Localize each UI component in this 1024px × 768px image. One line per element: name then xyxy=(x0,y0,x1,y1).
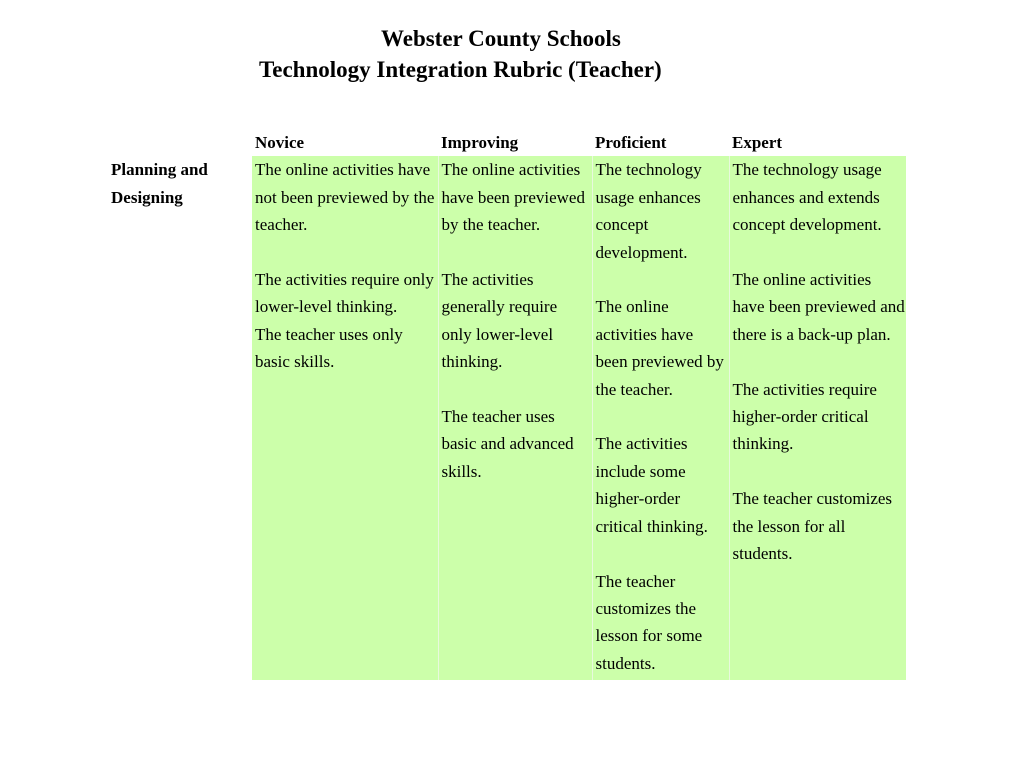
cell-proficient: The technology usage enhances concept development. The online activities have been previewed by the teacher. The activities include some higher-order critical thinking. The teacher customizes the lesson for some students. xyxy=(592,156,729,680)
header-improving: Improving xyxy=(438,129,592,156)
rubric-header-row xyxy=(108,129,906,156)
row-label-planning-designing: Planning and Designing xyxy=(111,160,208,207)
rubric-table xyxy=(108,129,906,680)
document-subtitle: Technology Integration Rubric (Teacher) xyxy=(259,57,662,82)
cell-improving: The online activities have been previewed by the teacher. The activities generally require only lower-level thinking. The teacher uses basic and advanced skills. xyxy=(438,156,592,680)
rubric-row-planning xyxy=(108,156,906,680)
header-empty-cell xyxy=(108,129,252,156)
header-proficient: Proficient xyxy=(592,129,729,156)
header-novice: Novice xyxy=(252,129,438,156)
document-title: Webster County Schools xyxy=(381,26,621,51)
cell-novice: The online activities have not been previewed by the teacher. The activities require only lower-level thinking. The teacher uses only basic skills. xyxy=(252,156,438,680)
header-expert: Expert xyxy=(729,129,906,156)
cell-expert: The technology usage enhances and extends concept development. The online activities have been previewed and there is a back-up plan. The activities require higher-order critical thinking. The teacher customizes the lesson for all students. xyxy=(729,156,906,680)
